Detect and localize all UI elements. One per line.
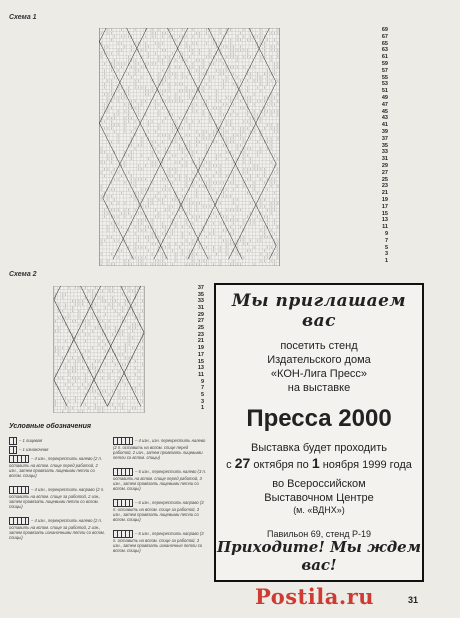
row-number: 9 xyxy=(384,231,388,237)
ad-line-2: Издательского дома xyxy=(267,354,371,366)
row-number: 27 xyxy=(381,169,388,176)
stitch-symbol-icon xyxy=(9,446,17,454)
scheme2-grid xyxy=(9,286,189,413)
legend-item: – 1 лицевая xyxy=(9,437,107,445)
scheme2-label: Схема 2 xyxy=(9,271,37,278)
row-number: 3 xyxy=(200,398,204,405)
row-number: 5 xyxy=(200,391,204,398)
ad-date-day2: 1 xyxy=(311,455,320,471)
row-number: 9 xyxy=(200,378,204,385)
scheme1-row-numbers xyxy=(372,28,388,266)
ad-invite-heading: Мы приглашаем вас xyxy=(231,291,407,331)
row-number: 29 xyxy=(381,163,388,169)
row-number: 27 xyxy=(197,318,204,325)
stitch-symbol-icon xyxy=(113,530,133,538)
legend-item: – 6 изн., перекрестить направо (3 п. оставить на вспом. спице за работой, 3 изн., затем провязать лицевыми петли со вспом. спицы) xyxy=(113,500,204,522)
row-number: 17 xyxy=(197,351,204,358)
row-number: 29 xyxy=(197,311,204,318)
scheme1-grid xyxy=(9,28,370,266)
ad-date-month1: октября по xyxy=(253,459,309,471)
row-number: 33 xyxy=(381,149,388,156)
row-number: 35 xyxy=(197,291,204,298)
ad-line-6: во Всероссийском xyxy=(272,478,366,490)
row-number: 39 xyxy=(381,129,388,135)
row-number: 33 xyxy=(197,298,204,305)
row-number: 21 xyxy=(197,338,204,345)
row-number: 17 xyxy=(381,203,388,210)
legend-item: – 4 изн., перекрестить направо (2 п. оставить на вспом. спице за работой, 2 изн., затем провязать лицевыми петли со вспом. спицы) xyxy=(9,487,105,509)
legend-item: – 4 изн., изн. перекрестить налево (2 п. оставить на вспом. спице перед работой, 2 изн., затем провязать лицевыми петли со вспом. спицы) xyxy=(113,438,206,460)
legend-item: – 4 изн., перекрестить налево (2 п. оставить на вспом. спице за работой, 2 изн., затем провязать изнаночными петли со вспом. спицы) xyxy=(9,518,105,540)
row-number: 11 xyxy=(382,224,388,231)
ad-line-5: Выставка будет проходить xyxy=(251,442,387,454)
postila-watermark: Postila.ru xyxy=(255,584,374,609)
row-number: 15 xyxy=(381,210,388,217)
page-number: 31 xyxy=(408,595,419,605)
scheme1-label: Схема 1 xyxy=(9,14,37,21)
row-number: 1 xyxy=(200,405,204,412)
row-number: 45 xyxy=(381,108,388,115)
ad-line-4: на выставке xyxy=(287,382,351,394)
row-number: 35 xyxy=(381,142,388,149)
ad-line-7: Выставочном Центре xyxy=(264,492,374,504)
row-number: 25 xyxy=(197,325,204,332)
row-number: 25 xyxy=(381,176,388,183)
row-number: 69 xyxy=(381,27,388,33)
row-number: 63 xyxy=(381,47,388,54)
stitch-symbol-icon xyxy=(113,499,133,507)
row-number: 59 xyxy=(381,61,388,67)
row-number: 37 xyxy=(197,285,204,291)
row-number: 15 xyxy=(197,358,204,365)
row-number: 43 xyxy=(381,115,388,122)
row-number: 13 xyxy=(381,217,388,224)
row-number: 31 xyxy=(381,156,388,163)
row-number: 41 xyxy=(381,122,388,129)
row-number: 65 xyxy=(381,40,388,47)
row-number: 51 xyxy=(381,88,388,95)
ad-dates xyxy=(216,455,422,471)
row-number: 57 xyxy=(381,67,388,74)
row-number: 7 xyxy=(384,237,388,244)
stitch-symbol-icon xyxy=(113,437,133,445)
row-number: 7 xyxy=(200,385,204,392)
row-number: 67 xyxy=(381,33,388,40)
ad-line-3: «КОН-Лига Пресс» xyxy=(270,368,368,380)
row-number: 55 xyxy=(381,74,388,81)
legend-item: – 1 изнаночная xyxy=(9,446,107,454)
row-number: 37 xyxy=(381,135,388,142)
row-number: 19 xyxy=(197,345,204,352)
legend-item: – 4 изн., перекрестить налево (2 п. оставить на вспом. спице перед работой, 2 изн., затем провязать лицевыми петли со вспом. спицы) xyxy=(9,456,102,478)
row-number: 23 xyxy=(197,331,204,338)
ad-metro: (м. «ВДНХ») xyxy=(293,505,345,515)
scheme2-row-numbers xyxy=(190,286,204,413)
row-number: 3 xyxy=(384,251,388,258)
row-number: 49 xyxy=(381,95,388,101)
ad-date-prefix: с xyxy=(226,459,232,471)
row-number: 21 xyxy=(381,190,388,197)
row-number: 5 xyxy=(384,244,388,251)
row-number: 1 xyxy=(384,258,388,265)
legend-item: – 6 изн., перекрестить направо (3 п. оставить на вспом. спице за работой, 3 изн., затем провязать изнаночные петли со вспом. спицы) xyxy=(113,531,204,553)
ad-pavilion: Павильон 69, стенд Р-19 xyxy=(267,529,371,539)
ad-line-1: посетить стенд xyxy=(280,340,358,352)
row-number: 11 xyxy=(198,371,204,378)
stitch-symbol-icon xyxy=(113,468,133,476)
row-number: 53 xyxy=(381,81,388,88)
stitch-symbol-icon xyxy=(9,486,29,494)
row-number: 31 xyxy=(197,305,204,312)
stitch-symbol-icon xyxy=(9,437,17,445)
legend-item: – 6 изн., перекрестить налево (3 п. оставить на вспом. спице перед работой, 3 изн., затем провязать лицевыми петли со вспом. спицы) xyxy=(113,469,206,491)
row-number: 19 xyxy=(381,197,388,203)
stitch-symbol-icon xyxy=(9,455,29,463)
legend-title: Условные обозначения xyxy=(9,423,92,430)
ad-footer: Приходите! Мы ждем вас! xyxy=(217,538,421,574)
row-number: 13 xyxy=(197,365,204,372)
ad-expo-name: Пресса 2000 xyxy=(246,405,392,432)
exhibition-advert xyxy=(214,283,424,582)
row-number: 47 xyxy=(381,101,388,108)
ad-date-day1: 27 xyxy=(234,455,251,471)
ad-date-month2: ноября 1999 года xyxy=(322,459,412,471)
stitch-symbol-icon xyxy=(9,517,29,525)
row-number: 23 xyxy=(381,183,388,190)
row-number: 61 xyxy=(381,54,388,61)
